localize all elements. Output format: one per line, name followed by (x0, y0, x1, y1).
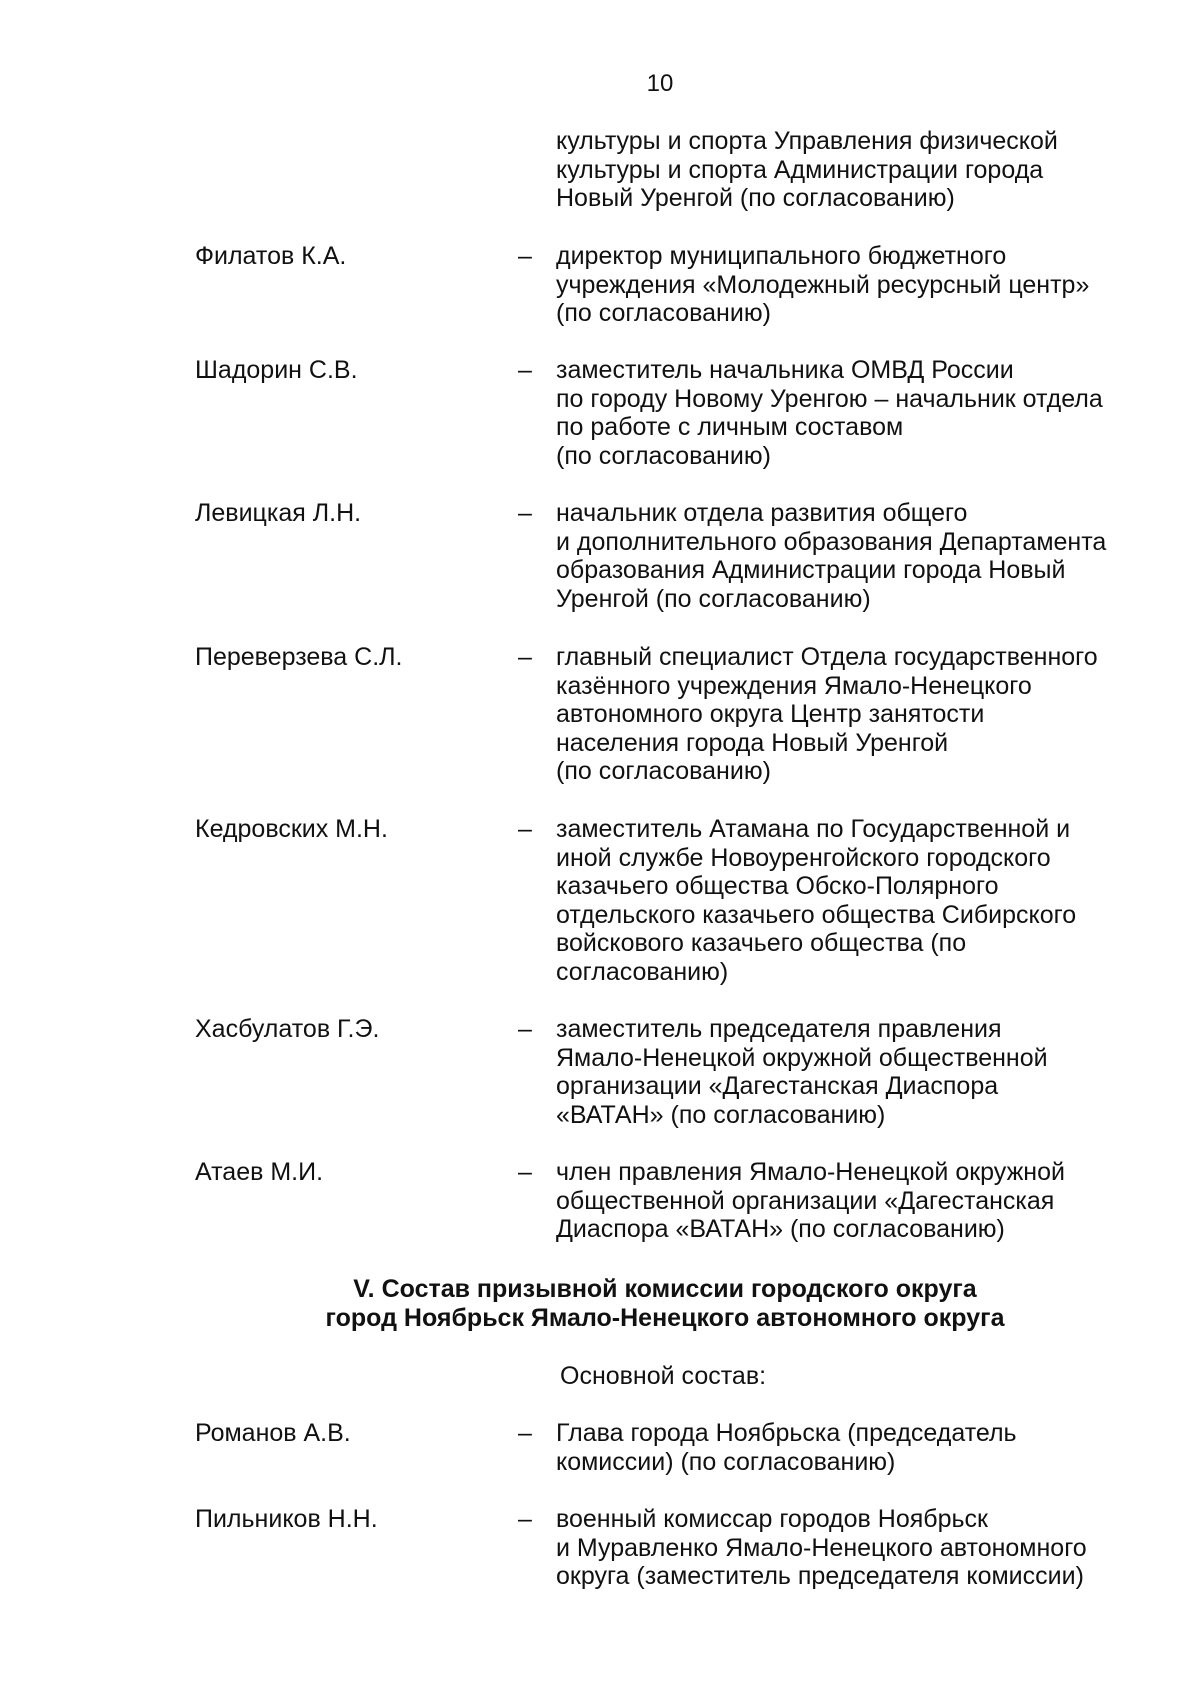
position-line: член правления Ямало-Ненецкой окружной (556, 1158, 1065, 1186)
position-line: начальник отдела развития общего (556, 499, 968, 527)
section-heading (0, 1275, 1200, 1333)
position-line: войскового казачьего общества (по (556, 929, 967, 957)
position-line: отдельского казачьего общества Сибирского (556, 900, 1077, 929)
member-position (556, 127, 1166, 213)
member-position (556, 1158, 1166, 1244)
position-line: по городу Новому Уренгою – начальник отдела (556, 384, 1103, 413)
member-name: Хасбулатов Г.Э. (195, 1015, 380, 1043)
separator-dash: – (518, 1419, 532, 1447)
position-line: по работе с личным составом (556, 413, 904, 441)
section-heading-line: город Ноябрьск Ямало-Ненецкого автономного округа (325, 1304, 1005, 1332)
separator-dash: – (518, 643, 532, 671)
member-position (556, 499, 1166, 613)
member-name: Шадорин С.В. (195, 356, 358, 384)
position-line: (по согласованию) (556, 757, 771, 785)
position-line: заместитель начальника ОМВД России (556, 356, 1014, 384)
member-position (556, 1015, 1166, 1129)
member-position (556, 643, 1166, 786)
member-name: Левицкая Л.Н. (195, 499, 362, 527)
member-name: Филатов К.А. (195, 242, 347, 270)
position-line: учреждения «Молодежный ресурсный центр» (556, 270, 1090, 299)
member-position (556, 1505, 1166, 1591)
separator-dash: – (518, 499, 532, 527)
member-name: Кедровских М.Н. (195, 815, 388, 843)
position-line: Уренгой (по согласованию) (556, 584, 871, 613)
position-line: казачьего общества Обско-Полярного (556, 872, 999, 900)
position-line: Ямало-Ненецкой окружной общественной (556, 1043, 1048, 1072)
position-line: культуры и спорта Администрации города (556, 155, 1044, 184)
position-line: (по согласованию) (556, 441, 771, 470)
member-name: Атаев М.И. (195, 1158, 324, 1186)
position-line: и дополнительного образования Департамента (556, 527, 1107, 556)
member-position (556, 815, 1166, 986)
position-line: заместитель председателя правления (556, 1015, 1002, 1043)
page-number: 10 (646, 70, 674, 97)
position-line: Глава города Ноябрьска (председатель (556, 1419, 1017, 1447)
member-name: Пильников Н.Н. (195, 1505, 378, 1533)
position-line: культуры и спорта Управления физической (556, 127, 1058, 155)
position-line: Диаспора «ВАТАН» (по согласованию) (556, 1215, 1005, 1243)
position-line: образования Администрации города Новый (556, 556, 1066, 584)
position-line: директор муниципального бюджетного (556, 242, 1007, 270)
section-subheading: Основной состав: (560, 1362, 767, 1390)
separator-dash: – (518, 815, 532, 843)
member-name: Романов А.В. (195, 1419, 351, 1447)
position-line: (по согласованию) (556, 299, 771, 327)
position-line: комиссии) (по согласованию) (556, 1447, 896, 1476)
position-line: казённого учреждения Ямало-Ненецкого (556, 671, 1032, 700)
position-line: «ВАТАН» (по согласованию) (556, 1100, 886, 1129)
separator-dash: – (518, 242, 532, 270)
position-line: главный специалист Отдела государственного (556, 643, 1098, 671)
position-line: автономного округа Центр занятости (556, 700, 985, 728)
member-position (556, 242, 1166, 328)
separator-dash: – (518, 1158, 532, 1186)
position-line: заместитель Атамана по Государственной и (556, 815, 1071, 843)
member-position (556, 1419, 1166, 1476)
position-line: общественной организации «Дагестанская (556, 1186, 1055, 1215)
position-line: согласованию) (556, 957, 729, 986)
separator-dash: – (518, 356, 532, 384)
member-position (556, 356, 1166, 470)
separator-dash: – (518, 1015, 532, 1043)
separator-dash: – (518, 1505, 532, 1533)
section-heading-line: V. Состав призывной комиссии городского округа (353, 1275, 977, 1303)
position-line: населения города Новый Уренгой (556, 728, 949, 757)
member-name: Переверзева С.Л. (195, 643, 403, 671)
position-line: округа (заместитель председателя комиссии) (556, 1562, 1084, 1590)
position-line: Новый Уренгой (по согласованию) (556, 184, 955, 212)
position-line: иной службе Новоуренгойского городского (556, 843, 1051, 872)
position-line: и Муравленко Ямало-Ненецкого автономного (556, 1533, 1087, 1562)
position-line: военный комиссар городов Ноябрьск (556, 1505, 988, 1533)
position-line: организации «Дагестанская Диаспора (556, 1072, 999, 1100)
